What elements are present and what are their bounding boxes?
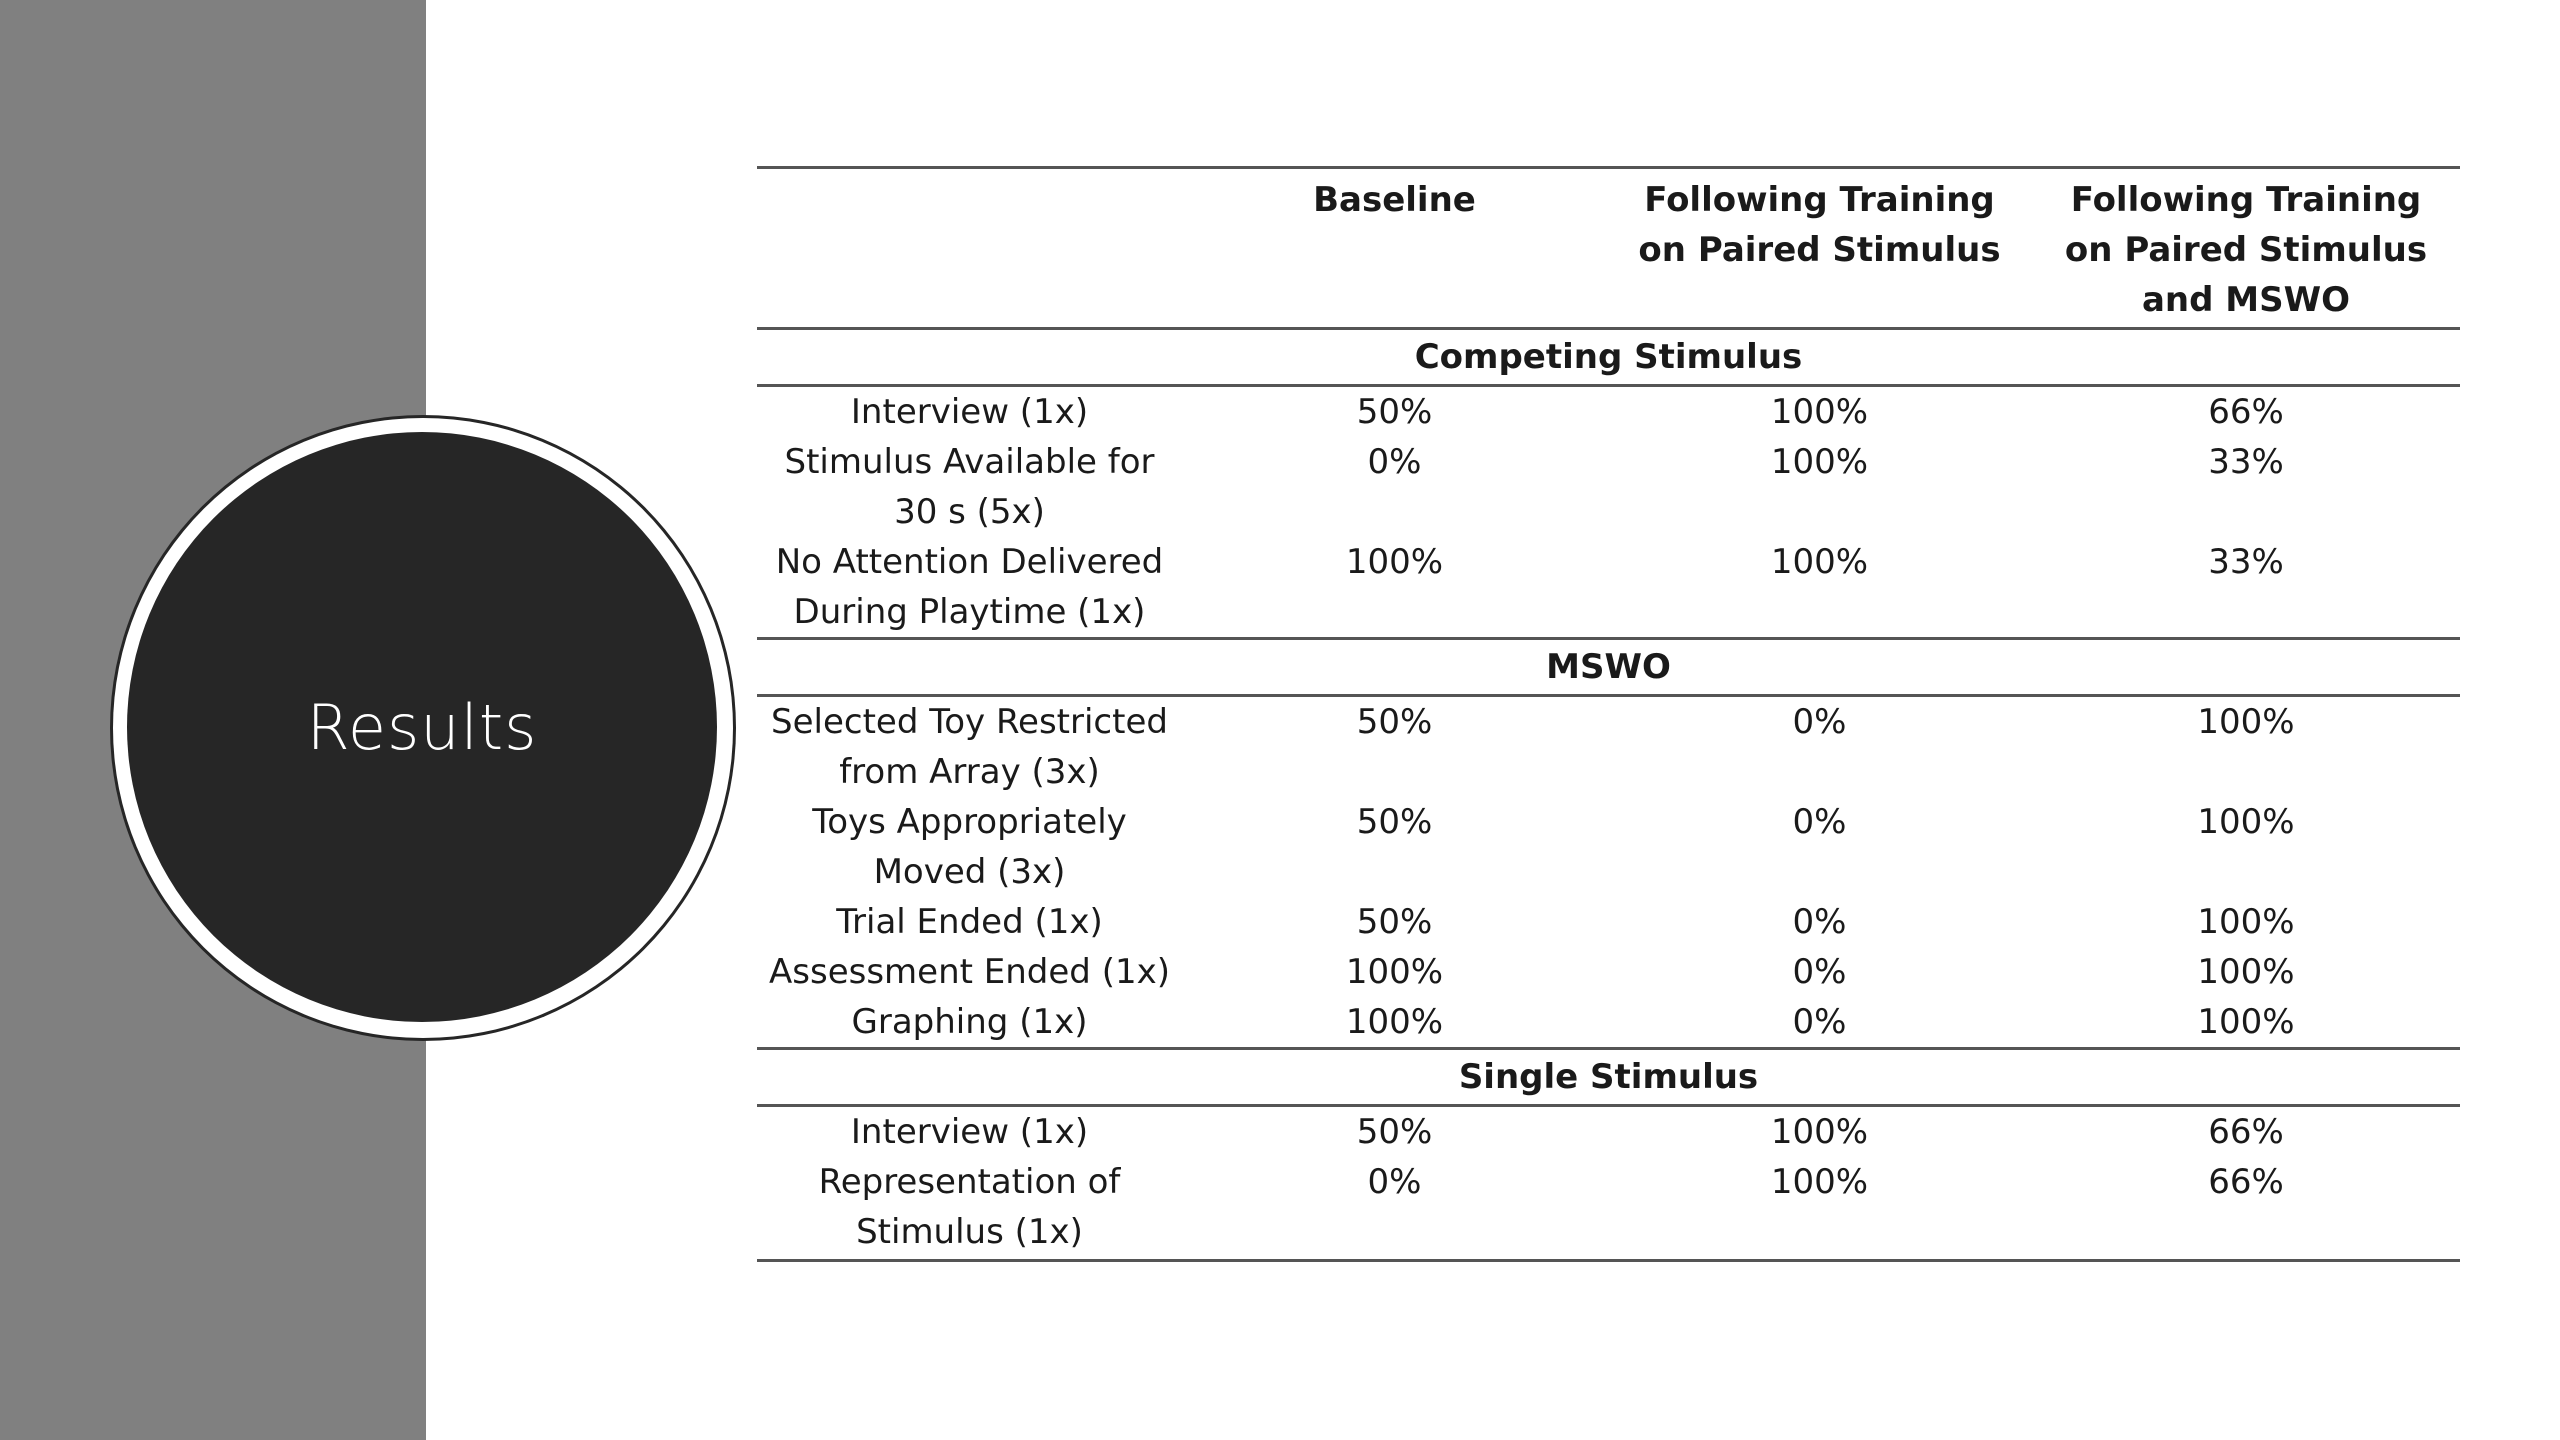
results-table-container [757, 166, 2460, 1262]
cell-paired: 0% [1792, 802, 1847, 842]
cell-baseline: 50% [1356, 1112, 1433, 1152]
cell-paired: 100% [1770, 1112, 1869, 1152]
cell-paired-mswo: 33% [2208, 442, 2284, 482]
row-label: Interview (1x) [850, 1112, 1089, 1152]
cell-paired: 100% [1770, 392, 1869, 432]
header-baseline: Baseline [1182, 168, 1607, 329]
cell-paired: 0% [1792, 902, 1847, 942]
cell-paired-mswo: 66% [2208, 1112, 2284, 1152]
header-empty [757, 168, 1182, 329]
section-row-mswo [757, 639, 2460, 696]
section-title: Single Stimulus [757, 1049, 2460, 1106]
cell-baseline: 50% [1356, 392, 1433, 432]
row-label: Toys Appropriately Moved (3x) [812, 802, 1127, 892]
table-row [757, 437, 2460, 537]
cell-baseline: 100% [1345, 1002, 1444, 1042]
table-row [757, 696, 2460, 798]
section-title: MSWO [757, 639, 2460, 696]
row-label: Trial Ended (1x) [836, 902, 1103, 942]
cell-paired: 100% [1770, 542, 1869, 582]
row-label: Selected Toy Restricted from Array (3x) [771, 702, 1168, 792]
results-table [757, 166, 2460, 1262]
row-label: Interview (1x) [850, 392, 1089, 432]
table-row [757, 537, 2460, 639]
cell-paired-mswo: 100% [2197, 802, 2295, 842]
table-row [757, 1106, 2460, 1158]
table-row [757, 997, 2460, 1049]
row-label: Graphing (1x) [851, 1002, 1088, 1042]
table-header-row [757, 168, 2460, 329]
slide-title: Results [306, 690, 538, 764]
section-title: Competing Stimulus [757, 329, 2460, 386]
cell-paired-mswo: 100% [2197, 702, 2295, 742]
row-label: Stimulus Available for 30 s (5x) [784, 442, 1155, 532]
cell-baseline: 0% [1182, 1157, 1607, 1261]
table-row [757, 386, 2460, 438]
cell-baseline: 100% [1345, 542, 1444, 582]
cell-baseline: 50% [1356, 702, 1433, 742]
cell-baseline: 0% [1367, 442, 1422, 482]
cell-baseline: 100% [1345, 952, 1444, 992]
table-row [757, 897, 2460, 947]
row-label: Assessment Ended (1x) [769, 952, 1170, 992]
table-row [757, 1157, 2460, 1261]
cell-paired: 0% [1792, 952, 1847, 992]
cell-paired-mswo: 66% [2032, 1157, 2460, 1261]
section-row-competing-stimulus [757, 329, 2460, 386]
cell-paired: 100% [1770, 442, 1869, 482]
cell-paired-mswo: 33% [2208, 542, 2284, 582]
row-label: No Attention Delivered During Playtime (1x) [775, 542, 1164, 632]
cell-paired-mswo: 66% [2208, 392, 2284, 432]
cell-paired-mswo: 100% [2197, 1002, 2295, 1042]
cell-paired: 0% [1792, 1002, 1847, 1042]
header-paired-stimulus: Following Training on Paired Stimulus [1607, 168, 2032, 329]
cell-paired: 100% [1607, 1157, 2032, 1261]
cell-baseline: 50% [1356, 802, 1433, 842]
cell-paired: 0% [1792, 702, 1847, 742]
header-paired-stimulus-mswo: Following Training on Paired Stimulus and MSWO [2032, 168, 2460, 329]
table-row [757, 797, 2460, 897]
cell-baseline: 50% [1356, 902, 1433, 942]
section-row-single-stimulus [757, 1049, 2460, 1106]
row-label: Representation of Stimulus (1x) [757, 1157, 1182, 1261]
cell-paired-mswo: 100% [2197, 902, 2295, 942]
table-row [757, 947, 2460, 997]
cell-paired-mswo: 100% [2197, 952, 2295, 992]
